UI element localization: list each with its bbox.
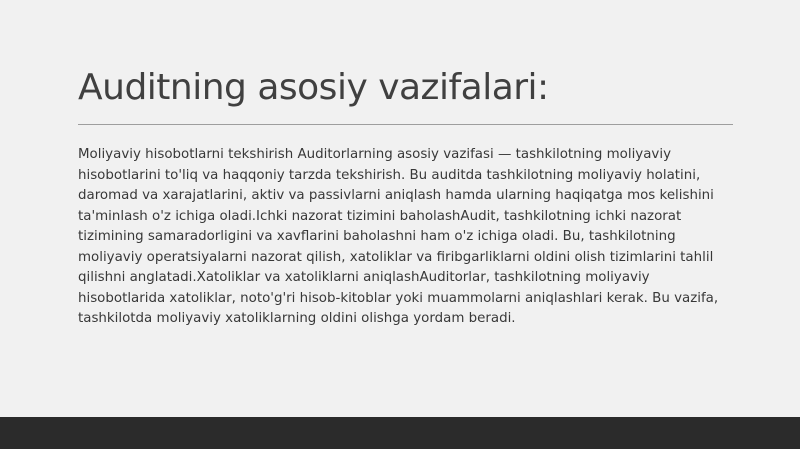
slide-body-text: Moliyaviy hisobotlarni tekshirish Auditorlarning asosiy vazifasi — tashkilotning moliyaviy hisobotlarini to'liq va haqqoniy tarzda tekshirish. Bu auditda tashkilotning moliyaviy holatini, daromad va xarajatlarini, aktiv va passivlarni aniqlash hamda ularning haqiqatga mos kelishini ta'minlash o'z ichiga oladi.Ichki nazorat tizimini baholashAudit, tashkilotning ichki nazorat tizimining samaradorligini va xavflarini baholashni ham o'z ichiga oladi. Bu, tashkilotning moliyaviy operatsiyalarni nazorat qilish, xatoliklar va firibgarliklarni oldini olish tizimlarini tahlil qilishni anglatadi.Xatoliklar va xatoliklarni aniqlashAuditorlar, tashkilotning moliyaviy hisobotlarida xatoliklar, noto'g'ri hisob-kitoblar yoki muammolarni aniqlashlari kerak. Bu vazifa, tashkilotda moliyaviy xatoliklarning oldini olishga yordam beradi. (78, 147, 719, 326)
footer-bar (0, 417, 800, 449)
title-divider (78, 124, 733, 125)
slide-title: Auditning asosiy vazifalari: (78, 67, 549, 108)
